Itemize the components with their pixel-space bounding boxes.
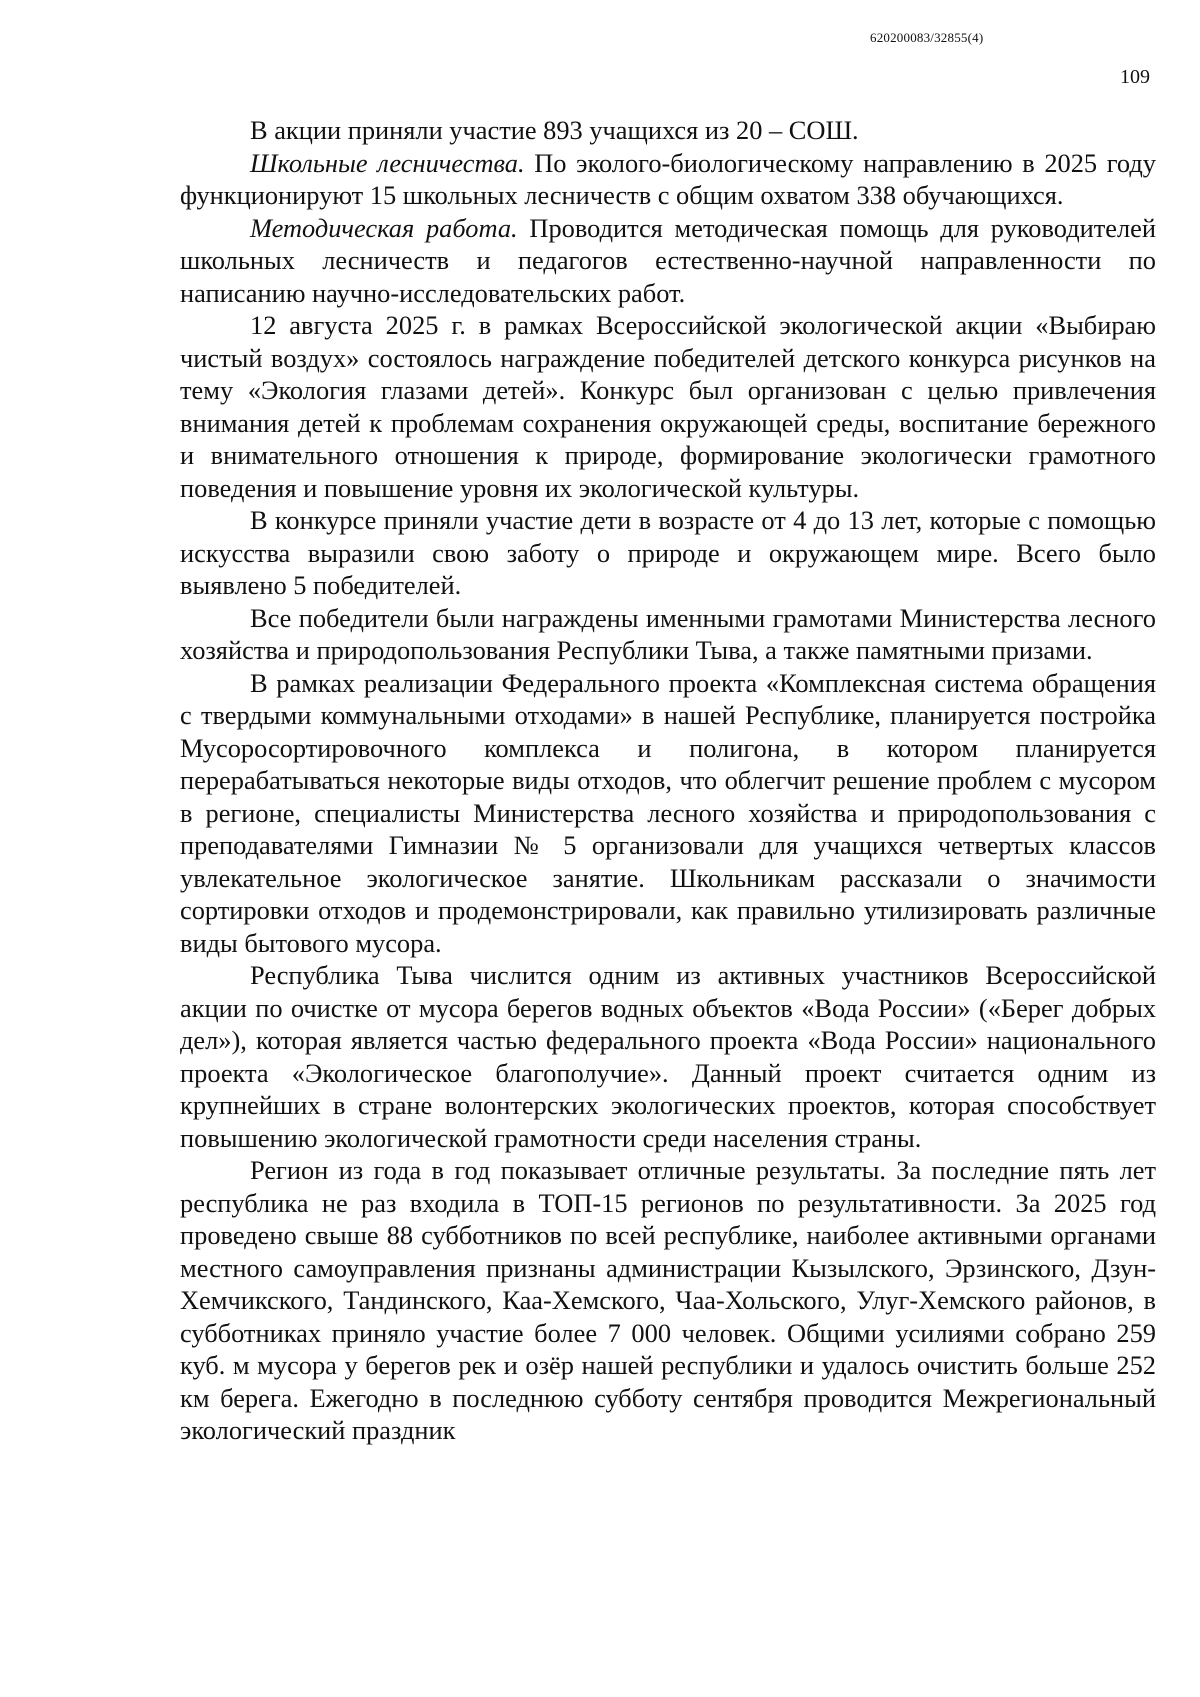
paragraph-text: 12 августа 2025 г. в рамках Всероссийской экологической акции «Выбираю чистый воздух» состоялось награждение победителей детского конкурса рисунков на тему «Экология глазами детей». Конкурс был организован с целью привлечения внимания детей к проблемам сохранения окружающей среды, воспитание бережного и внимательного отношения к природе, формирование экологически грамотного поведения и повышение уровня их экологической культуры. bbox=[180, 310, 1156, 503]
paragraph-participants bbox=[180, 114, 1156, 147]
paragraph-text: По эколого-биологическому направлению в 2025 году функционируют 15 школьных лесничеств с общим охватом 338 обучающихся. bbox=[180, 147, 1156, 210]
paragraph-drawing-contest bbox=[180, 309, 1156, 504]
paragraph-text: В конкурсе приняли участие дети в возрасте от 4 до 13 лет, которые с помощью искусства выразили свою заботу о природе и окружающем мире. Всего было выявлено 5 победителей. bbox=[180, 505, 1156, 600]
paragraph-text: В акции приняли участие 893 учащихся из 20 – СОШ. bbox=[250, 115, 859, 145]
paragraph-text: Республика Тыва числится одним из активных участников Всероссийской акции по очистке от мусора берегов водных объектов «Вода России» («Берег добрых дел»), которая является частью федерального проекта «Вода России» национального проекта «Экологическое благополучие». Данный проект считается одним из крупнейших в стране волонтерских экологических проектов, которая способствует повышению экологической грамотности среди населения страны. bbox=[180, 960, 1156, 1153]
paragraph-contest-participants bbox=[180, 504, 1156, 602]
paragraph-school-forestries bbox=[180, 147, 1156, 212]
page-number: 109 bbox=[1120, 66, 1150, 88]
document-id: 620200083/32855(4) bbox=[870, 30, 984, 45]
paragraph-text: Все победители были награждены именными грамотами Министерства лесного хозяйства и природопользования Республики Тыва, а также памятными призами. bbox=[180, 602, 1156, 665]
paragraph-water-of-russia bbox=[180, 959, 1156, 1154]
paragraph-text: Проводится методическая помощь для руководителей школьных лесничеств и педагогов естественно-научной направленности по написанию научно-исследовательских работ. bbox=[180, 212, 1157, 308]
page-body bbox=[180, 114, 1156, 1447]
paragraph-waste-project bbox=[180, 667, 1156, 960]
paragraph-text: В рамках реализации Федерального проекта «Комплексная система обращения с твердыми коммунальными отходами» в нашей Республике, планируется постройка Мусоросортировочного комплекса и полигона, в котором планируется перерабатываться некоторые виды отходов, что облегчит решение проблем с мусором в регионе, специалисты Министерства лесного хозяйства и природопользования с преподавателями Гимназии № 5 организовали для учащихся четвертых классов увлекательное экологическое занятие. Школьникам рассказали о значимости сортировки отходов и продемонстрировали, как правильно утилизировать различные виды бытового мусора. bbox=[180, 667, 1156, 958]
paragraph-text: Регион из года в год показывает отличные результаты. За последние пять лет республика не раз входила в ТОП-15 регионов по результативности. За 2025 год проведено свыше 88 субботников по всей республике, наиболее активными органами местного самоуправления признаны администрации Кызылского, Эрзинского, Дзун-Хемчикского, Тандинского, Каа-Хемского, Чаа-Хольского, Улуг-Хемского районов, в субботниках приняло участие более 7 000 человек. Общими усилиями собрано 259 куб. м мусора у берегов рек и озёр нашей республики и удалось очистить больше 252 км берега. Ежегодно в последнюю субботу сентября проводится Межрегиональный экологический праздник bbox=[180, 1155, 1156, 1445]
paragraph-lead: Методическая работа. bbox=[250, 212, 518, 243]
paragraph-winners-awarded bbox=[180, 602, 1156, 667]
paragraph-region-results bbox=[180, 1154, 1156, 1447]
paragraph-methodical-work bbox=[180, 212, 1156, 310]
paragraph-lead: Школьные лесничества. bbox=[250, 147, 525, 178]
